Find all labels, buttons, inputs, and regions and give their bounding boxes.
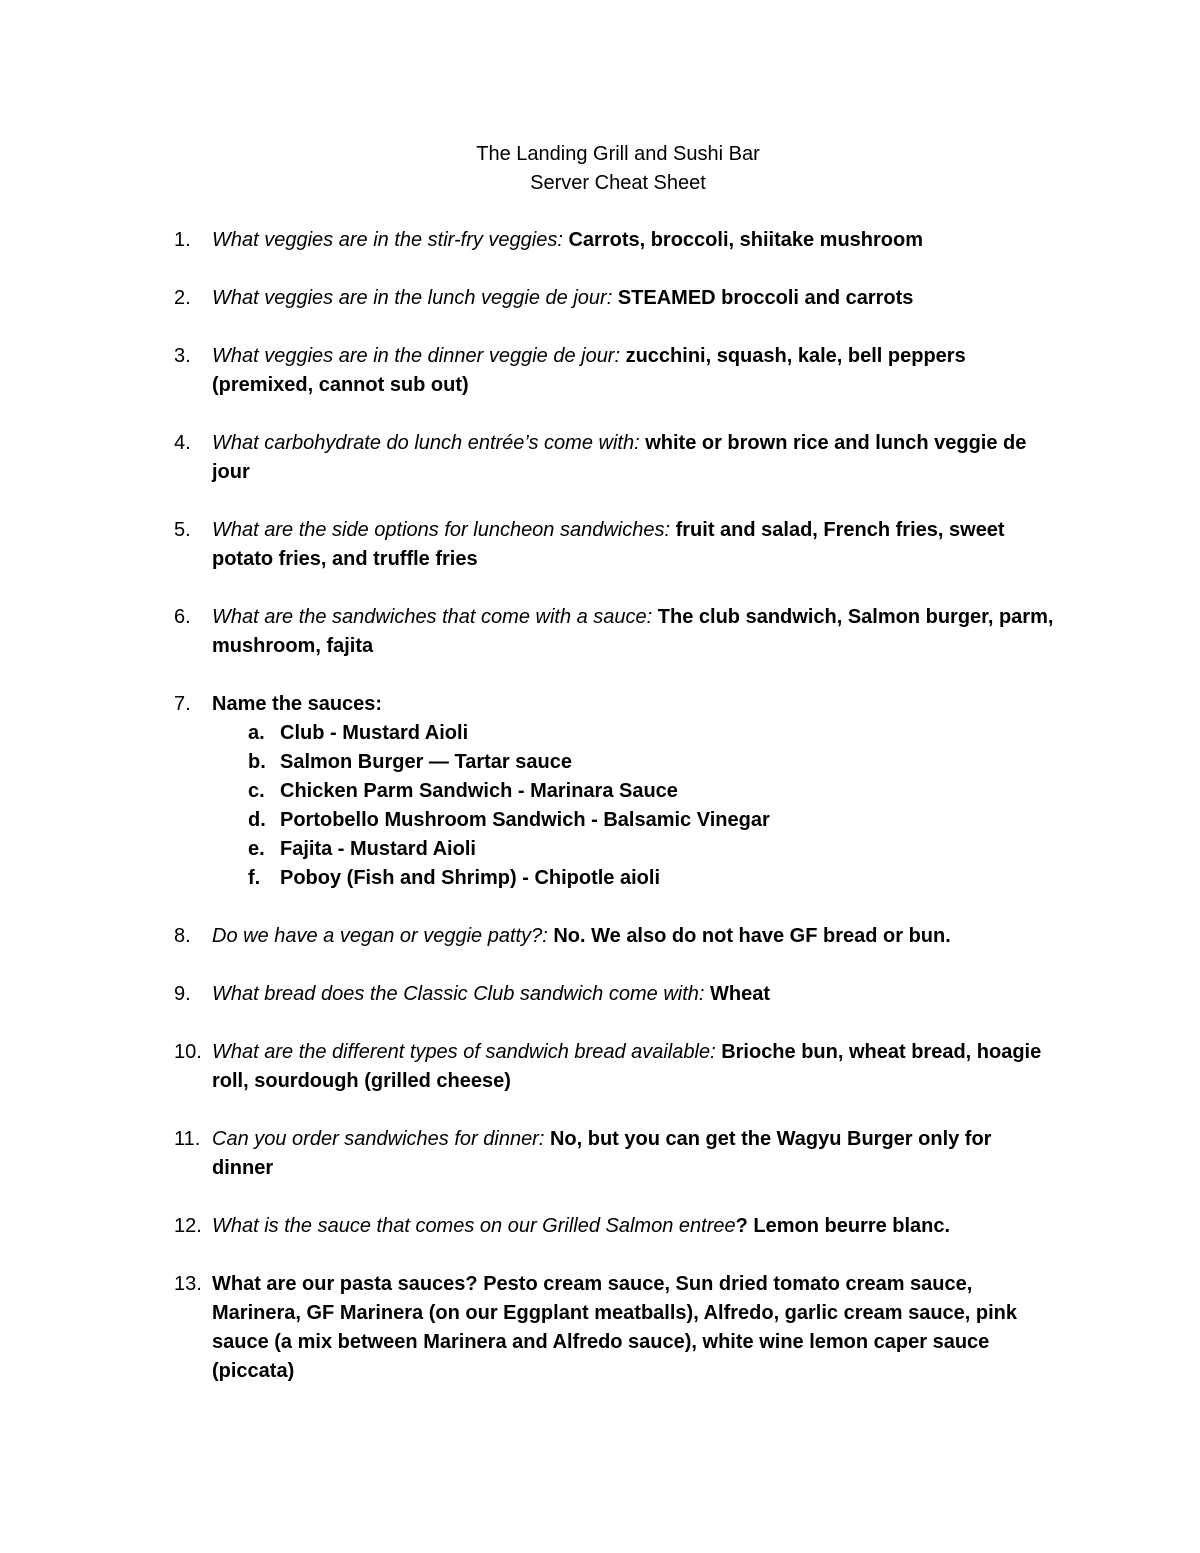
document-title: The Landing Grill and Sushi Bar [476,143,760,165]
sauce-text: Salmon Burger — Tartar sauce [280,751,572,773]
question-item-3 [174,342,1054,400]
sauce-item [248,806,1054,835]
question-item-7 [174,690,1054,893]
answer-text: Brioche bun, wheat bread, hoagie roll, sourdough (grilled cheese) [212,1041,1042,1092]
answer-text: white or brown rice and lunch veggie de jour [212,432,1027,483]
question-item-4 [174,429,1054,487]
question-text: What carbohydrate do lunch entrée’s come with: [212,432,640,454]
question-item-13 [174,1270,1054,1386]
question-number: 1. [174,229,191,251]
question-number: 8. [174,925,191,947]
answer-text: Carrots, broccoli, shiitake mushroom [568,229,923,251]
question-heading: Name the sauces: [212,693,383,715]
question-text: What are the different types of sandwich bread available: [212,1041,716,1063]
question-text: What are the side options for luncheon sandwiches: [212,519,671,541]
sauce-text: Club - Mustard Aioli [280,722,469,744]
question-number: 12. [174,1215,202,1237]
answer-text: fruit and salad, French fries, sweet potato fries, and truffle fries [212,519,1005,570]
question-number: 3. [174,345,191,367]
question-text: What veggies are in the stir-fry veggies: [212,229,563,251]
document-subtitle: Server Cheat Sheet [530,172,706,194]
question-item-9 [174,980,1054,1009]
question-text: What are the sandwiches that come with a sauce: [212,606,653,628]
sauce-text: Portobello Mushroom Sandwich - Balsamic Vinegar [280,809,770,831]
question-item-2 [174,284,1054,313]
sauce-text: Poboy (Fish and Shrimp) - Chipotle aioli [280,867,660,889]
question-number: 7. [174,693,191,715]
question-number: 9. [174,983,191,1005]
sauce-item [248,864,1054,893]
question-item-10 [174,1038,1054,1096]
question-text: Can you order sandwiches for dinner: [212,1128,545,1150]
answer-text: zucchini, squash, kale, bell peppers (premixed, cannot sub out) [212,345,966,396]
answer-text: No. We also do not have GF bread or bun. [553,925,951,947]
question-text: What is the sauce that comes on our Grilled Salmon entree [212,1215,736,1237]
question-number: 4. [174,432,191,454]
sauce-item [248,835,1054,864]
sauce-letter: a. [248,722,265,744]
question-item-11 [174,1125,1054,1183]
sauce-text: Fajita - Mustard Aioli [280,838,476,860]
question-number: 5. [174,519,191,541]
answer-text: STEAMED broccoli and carrots [617,287,914,309]
question-number: 10. [174,1041,202,1063]
question-item-8 [174,922,1054,951]
sauce-letter: e. [248,838,265,860]
answer-text: ? Lemon beurre blanc. [735,1215,951,1237]
document-header [0,140,1200,198]
question-text: Do we have a vegan or veggie patty?: [212,925,548,947]
question-item-12 [174,1212,1054,1241]
answer-text: Pesto cream sauce, Sun dried tomato cream sauce, Marinera, GF Marinera (on our Eggplant meatballs), Alfredo, garlic cream sauce, pink sauce (a mix between Marinera and Alfredo sauce), white wine lemon caper sauce (piccata) [212,1273,1018,1382]
sauce-letter: b. [248,751,266,773]
question-text: What are our pasta sauces? [212,1273,478,1295]
answer-text: No, but you can get the Wagyu Burger only for dinner [212,1128,992,1179]
answer-text: The club sandwich, Salmon burger, parm, mushroom, fajita [212,606,1054,657]
question-number: 6. [174,606,191,628]
question-text: What veggies are in the lunch veggie de jour: [212,287,613,309]
question-number: 2. [174,287,191,309]
sauce-letter: d. [248,809,266,831]
question-list [174,226,1054,1415]
question-item-6 [174,603,1054,661]
question-text: What bread does the Classic Club sandwich come with: [212,983,705,1005]
question-number: 13. [174,1273,202,1295]
sauce-letter: c. [248,780,265,802]
sauce-letter: f. [248,867,261,889]
sauce-list [212,719,1054,893]
sauce-text: Chicken Parm Sandwich - Marinara Sauce [280,780,678,802]
question-text: What veggies are in the dinner veggie de jour: [212,345,621,367]
question-number: 11. [174,1128,201,1150]
question-item-1 [174,226,1054,255]
sauce-item [248,719,1054,748]
answer-text: Wheat [710,983,771,1005]
question-item-5 [174,516,1054,574]
sauce-item [248,777,1054,806]
sauce-item [248,748,1054,777]
